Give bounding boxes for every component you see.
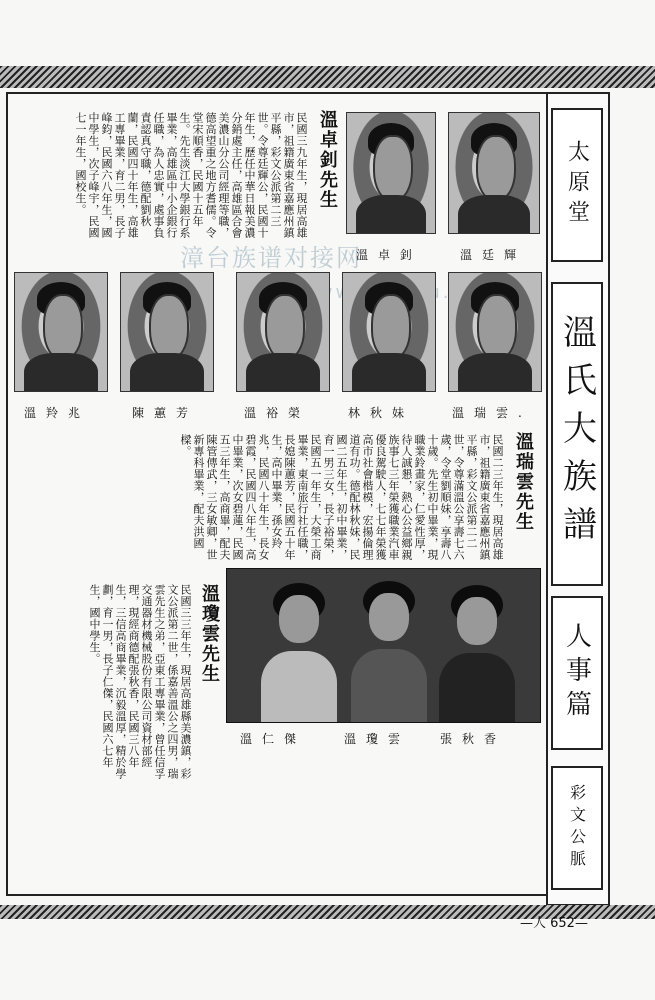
- caption-wen-renjie: 溫仁傑: [240, 732, 307, 746]
- watermark-text: 漳台族谱对接网: [180, 244, 362, 272]
- caption-wen-zhuozhao: 溫卓釗: [356, 248, 423, 262]
- branch-title: 彩文公脈: [567, 784, 587, 872]
- figure-zhang-qiuxiang: [439, 575, 515, 723]
- book-title: 溫氏大族譜: [556, 314, 597, 554]
- figure-wen-qiongyun: [351, 571, 427, 721]
- heading-wen-ruiyun: 溫瑞雲先生: [513, 432, 534, 532]
- bio-wen-qiongyun: 民國三三年生，現居高雄縣美濃鎮，彩文公派第二世，係嘉善溫公之四男，瑞雲先生之弟，亞東工專畢業，曾任信孚交通器材機械股份有限公司資材部經理，現經商德配張秋香，民國三八年生，三信高商畢業，沉毅溫厚，精於學劃，育一男，長子仁傑，民國六七年生，國中學生。: [88, 584, 192, 780]
- caption-lin-qiumei: 林秋妹: [348, 406, 415, 420]
- photo-wen-yurong: [236, 272, 330, 392]
- section-box: [551, 596, 603, 750]
- bio-wen-ruiyun: 民國二三年生，現居高雄市，祖籍廣東省嘉應州鎮平縣，彩文公派第二二世，令尊滿溫公享壽七六歲，令堂劉順妹，享壽八十歲。先生初中畢業，現職業鈴畫家，仁愛性厚，待人誠懇，熱心公益鄉親族事七三年榮獲職業汽車優良駕駛人，七七年榮獲高市社會楷模，宏揚倫理道有功。德配林秋妹，民國二五年生，初中畢業，育一男三女，長子裕榮，民國五一年生，大榮工商畢業，東南旅行社任職，長媳陳蕙芳，民國五十年生，高中畢業，孫女羚兆，民國八十年生，長女碧霞，民國四八年生，高中畢業，次女碧蓮，民國五三年生，高商畢，配夫陳管傳武，三女敏卿，世新專科畢業，配夫洪國樑。: [179, 434, 504, 561]
- photo-wen-zhaoling: [14, 272, 108, 392]
- bio-wen-zhuozhao: 民國三九年生，現居高雄市，祖籍廣東省嘉應州鎮平縣，彩文公派第二三世。令尊廷輝公，民國十年生，歷任中華日報美濃分銷處主任，高雄區合會美濃山分公司經理等職，德高望重之地方耆儒。令堂宋順香，民國十五年生。先生淡江大學銀行系畢業，高雄區中小企銀行任職，為人忠實，處事負責認真守職，德配劉秋蘭，民國四十年生，高雄工專畢業，育二男，長子峰鈞，民國六八年生，國中學生，次子峰宇，民國七一年生，國校生。: [74, 112, 308, 239]
- photo-chen-huifang: [120, 272, 214, 392]
- book-title-box: [551, 282, 603, 586]
- caption-wen-ruiyun: 溫瑞雲.: [452, 406, 532, 420]
- photo-lin-qiumei: [342, 272, 436, 392]
- heading-wen-qiongyun: 溫瓊雲先生: [199, 584, 220, 684]
- hall-name-box: [551, 108, 603, 262]
- section-title: 人事篇: [561, 622, 592, 724]
- photo-wen-tinghui: [448, 112, 540, 234]
- caption-chen-huifang: 陳蕙芳: [132, 406, 199, 420]
- figure-wen-renjie: [261, 573, 337, 723]
- caption-zhang-qiuxiang: 張秋香: [440, 732, 507, 746]
- page-number: —人 652—: [520, 916, 588, 931]
- caption-wen-qiongyun: 溫瓊雲: [344, 732, 411, 746]
- caption-wen-yurong: 溫裕榮: [244, 406, 311, 420]
- top-hatched-border: [0, 66, 655, 88]
- hall-name: 太原堂: [564, 140, 590, 230]
- genealogy-sidebar: [546, 92, 610, 906]
- heading-wen-zhuozhao: 溫卓釗先生: [317, 110, 338, 210]
- caption-wen-zhaoling: 溫羚兆: [24, 406, 91, 420]
- photo-wen-zhuozhao: [346, 112, 436, 234]
- caption-wen-tinghui: 溫廷輝: [460, 248, 527, 262]
- branch-box: [551, 766, 603, 890]
- photo-wen-ruiyun: [448, 272, 542, 392]
- group-photo: [226, 568, 541, 723]
